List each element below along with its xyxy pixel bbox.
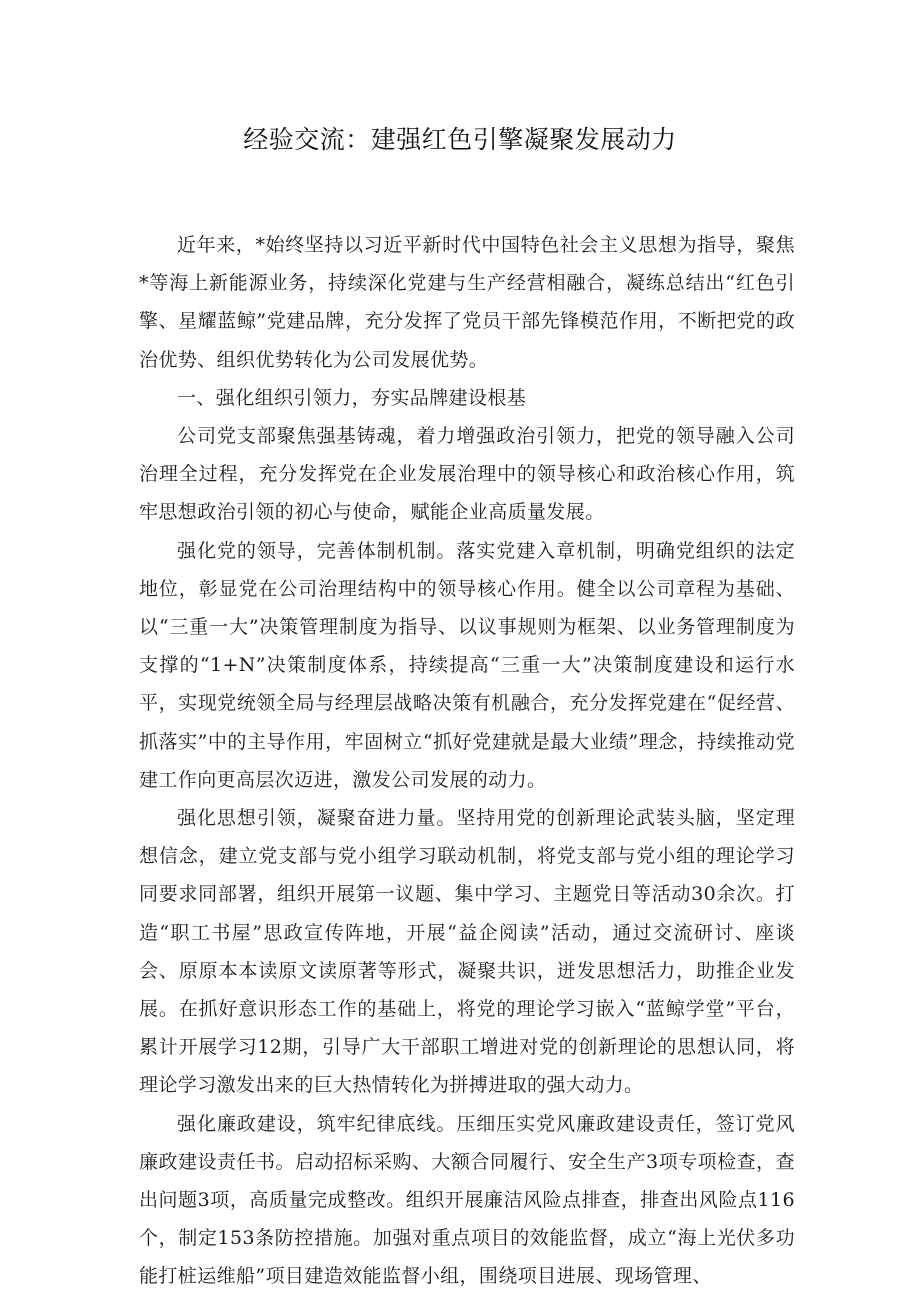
integrity-paragraph: 强化廉政建设，筑牢纪律底线。压细压实党风廉政建设责任，签订党风廉政建设责任书。启动招标采购、大额合同履行、安全生产3项专项检查，查出问题3项，高质量完成整改。组织开展廉洁风险点排查，排查出风险点116个，制定153条防控措施。加强对重点项目的效能监督，成立“海上光伏多功能打桩运维船”项目建造效能监督小组，围绕项目进展、现场管理、 — [139, 1112, 795, 1288]
intro-paragraph: 近年来，*始终坚持以习近平新时代中国特色社会主义思想为指导，聚焦*等海上新能源业务，持续深化党建与生产经营相融合，凝练总结出“红色引擎、星耀蓝鲸”党建品牌，充分发挥了党员干部先锋模范作用，不断把党的政治优势、组织优势转化为公司发展优势。 — [139, 234, 795, 371]
ideology-paragraph: 强化思想引领，凝聚奋进力量。坚持用党的创新理论武装头脑，坚定理想信念，建立党支部与党小组学习联动机制，将党支部与党小组的理论学习同要求同部署，组织开展第一议题、集中学习、主题党日等活动30余次。打造“职工书屋”思政宣传阵地，开展“益企阅读”活动，通过交流研讨、座谈会、原原本本读原文读原著等形式，凝聚共识，迸发思想活力，助推企业发展。在抓好意识形态工作的基础上，将党的理论学习嵌入“蓝鲸学堂”平台，累计开展学习12期，引导广大干部职工增进对党的创新理论的思想认同，将理论学习激发出来的巨大热情转化为拼搏进取的强大动力。 — [139, 807, 795, 1097]
section-intro-paragraph: 公司党支部聚焦强基铸魂，着力增强政治引领力，把党的领导融入公司治理全过程，充分发挥党在企业发展治理中的领导核心和政治核心作用，筑牢思想政治引领的初心与使命，赋能企业高质量发展。 — [139, 425, 795, 524]
document-body — [139, 226, 795, 1296]
section-heading: 一、强化组织引领力，夯实品牌建设根基 — [177, 386, 527, 409]
document-title: 经验交流：建强红色引擎凝聚发展动力 — [243, 125, 677, 154]
leadership-paragraph: 强化党的领导，完善体制机制。落实党建入章机制，明确党组织的法定地位，彰显党在公司治理结构中的领导核心作用。健全以公司章程为基础、以“三重一大”决策管理制度为指导、以议事规则为框架、以业务管理制度为支撑的“1+N”决策制度体系，持续提高“三重一大”决策制度建设和运行水平，实现党统领全局与经理层战略决策有机融合，充分发挥党建在“促经营、抓落实”中的主导作用，牢固树立“抓好党建就是最大业绩”理念，持续推动党建工作向更高层次迈进，激发公司发展的动力。 — [139, 539, 795, 791]
